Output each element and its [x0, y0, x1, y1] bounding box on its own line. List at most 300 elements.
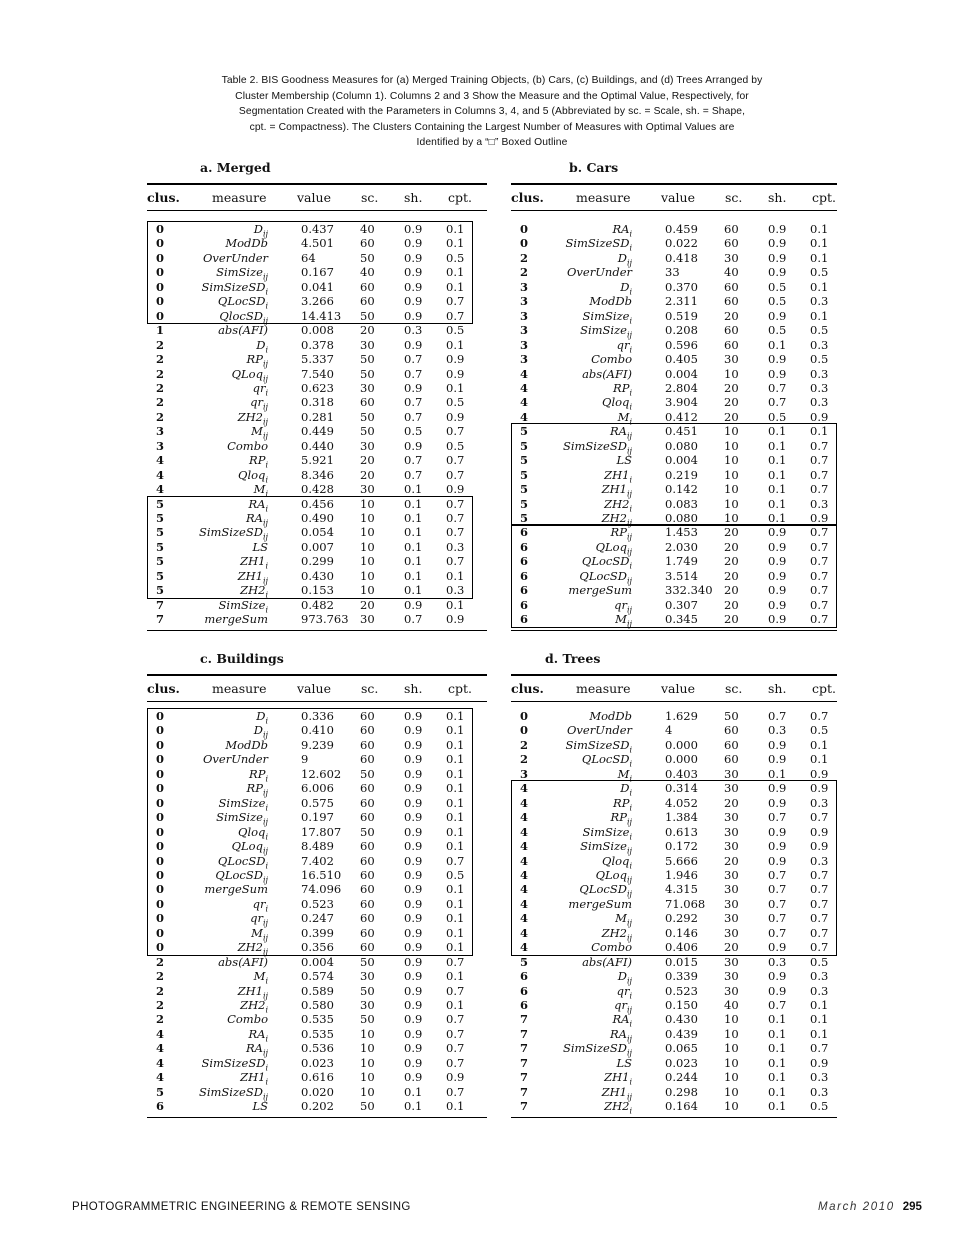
cell-cluster: 4 — [520, 925, 529, 940]
cell-value: 0.378 — [301, 337, 334, 352]
cell-shape: 0.1 — [404, 1099, 423, 1114]
table-row — [147, 1099, 473, 1113]
table-row — [511, 737, 837, 755]
cell-scale: 30 — [724, 352, 739, 367]
cell-measure: $ZH2_{ij}$ — [601, 925, 632, 943]
cell-measure: mergeSum — [204, 612, 268, 627]
cell-value: 0.410 — [301, 723, 334, 738]
cell-shape: 0.9 — [404, 983, 423, 998]
table-row — [511, 338, 837, 352]
cell-compactness: 0.1 — [810, 279, 829, 294]
cell-shape: 0.1 — [768, 424, 787, 439]
cell-cluster: 4 — [520, 940, 529, 955]
table-row — [511, 250, 837, 268]
cell-value: 0.339 — [665, 969, 698, 984]
table-row — [511, 279, 837, 297]
column-header-cpt: cpt. — [812, 681, 836, 696]
cell-shape: 0.9 — [768, 236, 787, 251]
cell-scale: 60 — [360, 236, 375, 251]
cell-value: 0.459 — [665, 222, 698, 236]
cell-cluster: 3 — [520, 766, 529, 781]
cell-value: 9 — [301, 752, 309, 767]
column-header-sc: sc. — [361, 681, 379, 696]
table-row — [147, 998, 473, 1015]
cell-measure: $ZH1_{ij}$ — [601, 1084, 632, 1101]
cell-measure: $qr_{ij}$ — [250, 911, 268, 928]
cell-measure: $ZH2_i$ — [604, 496, 632, 513]
cell-measure: $RP_i$ — [613, 795, 632, 812]
cell-cluster: 5 — [520, 424, 529, 439]
cell-cluster: 0 — [156, 940, 165, 955]
cell-measure: $RA_i$ — [248, 1026, 268, 1044]
caption-line: Table 2. BIS Goodness Measures for (a) Merged Training Objects, (b) Cars, (c) Buildings, and (d) Trees Arranged by — [221, 75, 763, 86]
cell-cluster: 4 — [156, 453, 165, 468]
cell-measure: $RP_{ij}$ — [610, 810, 632, 827]
cell-shape: 0.1 — [404, 583, 423, 598]
cell-scale: 60 — [724, 737, 739, 752]
cell-shape: 0.9 — [768, 366, 787, 381]
cell-scale: 60 — [360, 279, 375, 294]
cell-scale: 10 — [724, 1070, 739, 1085]
table-row — [511, 294, 837, 308]
cell-measure: SimSizeSD$_{ij}$ — [198, 525, 268, 542]
cell-shape: 0.9 — [768, 265, 787, 280]
cell-compactness: 0.9 — [446, 366, 465, 381]
subtable-merged — [147, 160, 473, 635]
cell-compactness: 0.7 — [446, 496, 465, 511]
cell-compactness: 0.3 — [810, 337, 829, 352]
cell-value: 0.314 — [665, 781, 698, 796]
cell-measure: SimSize$_i$ — [218, 795, 268, 812]
table-row — [147, 424, 473, 441]
cell-value: 0.575 — [301, 795, 334, 810]
cell-compactness: 0.3 — [810, 1070, 829, 1085]
cell-value: 0.613 — [665, 824, 698, 839]
cell-compactness: 0.1 — [810, 236, 829, 251]
cell-scale: 30 — [360, 969, 375, 984]
cell-scale: 10 — [724, 482, 739, 497]
cell-shape: 0.1 — [768, 337, 787, 352]
cell-shape: 0.9 — [404, 222, 423, 236]
cell-value: 7.402 — [301, 853, 334, 868]
cell-cluster: 0 — [156, 853, 165, 868]
cell-shape: 0.9 — [404, 911, 423, 926]
cell-cluster: 2 — [156, 1012, 165, 1027]
cell-measure: Combo — [591, 940, 632, 955]
cell-cluster: 7 — [520, 1041, 529, 1056]
cell-measure: $qr_{ij}$ — [250, 395, 268, 412]
column-header-clus: clus. — [511, 190, 544, 205]
cell-cluster: 2 — [156, 409, 165, 424]
cell-shape: 0.9 — [404, 709, 423, 723]
cell-compactness: 0.1 — [810, 424, 829, 439]
cell-compactness: 0.3 — [810, 366, 829, 381]
cell-scale: 30 — [724, 954, 739, 969]
cell-shape: 0.1 — [768, 467, 787, 482]
cell-shape: 0.1 — [404, 525, 423, 540]
cell-shape: 0.7 — [768, 911, 787, 926]
cell-scale: 30 — [360, 438, 375, 453]
cell-compactness: 0.1 — [446, 925, 465, 940]
cell-shape: 0.1 — [404, 539, 423, 554]
cell-compactness: 0.7 — [446, 1012, 465, 1027]
cell-value: 0.065 — [665, 1041, 698, 1056]
cell-value: 0.023 — [665, 1055, 698, 1070]
cell-cluster: 0 — [156, 308, 165, 323]
column-header-cpt: cpt. — [812, 190, 836, 205]
cell-value: 2.804 — [665, 380, 698, 395]
cell-compactness: 0.5 — [810, 323, 829, 338]
cell-value: 1.629 — [665, 709, 698, 723]
cell-scale: 10 — [360, 583, 375, 598]
cell-compactness: 0.1 — [446, 337, 465, 352]
table-row — [511, 709, 837, 723]
cell-compactness: 0.7 — [810, 453, 829, 468]
cell-scale: 50 — [360, 983, 375, 998]
cell-value: 0.623 — [301, 380, 334, 395]
cell-shape: 0.9 — [404, 752, 423, 767]
cell-compactness: 0.9 — [446, 409, 465, 424]
cell-measure: $ZH1_i$ — [604, 1070, 632, 1087]
cell-value: 0.298 — [665, 1084, 698, 1099]
cell-cluster: 0 — [156, 911, 165, 926]
cell-value: 4.315 — [665, 882, 698, 897]
cell-scale: 50 — [360, 954, 375, 969]
cell-measure: $RP_i$ — [249, 453, 268, 470]
cell-cluster: 2 — [156, 352, 165, 367]
cell-value: 0.418 — [665, 250, 698, 265]
cell-shape: 0.9 — [768, 940, 787, 955]
cell-value: 0.247 — [301, 911, 334, 926]
table-row — [511, 352, 837, 366]
cell-scale: 20 — [724, 380, 739, 395]
rule-bottom — [147, 630, 487, 631]
cell-value: 16.510 — [301, 867, 342, 882]
cell-value: 64 — [301, 250, 316, 265]
cell-compactness: 0.3 — [810, 294, 829, 309]
cell-scale: 30 — [360, 482, 375, 497]
cell-measure: $M_{ij}$ — [615, 911, 632, 928]
cell-value: 2.311 — [665, 294, 698, 309]
cell-scale: 20 — [724, 308, 739, 323]
table-row — [511, 998, 837, 1015]
cell-scale: 50 — [360, 366, 375, 381]
column-header-clus: clus. — [147, 681, 180, 696]
cell-measure: $qr_i$ — [616, 983, 632, 1000]
cell-compactness: 0.7 — [810, 467, 829, 482]
cell-compactness: 0.9 — [446, 352, 465, 367]
cell-compactness: 0.5 — [810, 1099, 829, 1114]
cell-value: 1.749 — [665, 554, 698, 569]
cell-scale: 30 — [724, 867, 739, 882]
cell-measure: $M_i$ — [617, 409, 632, 427]
table-row — [147, 338, 473, 352]
cell-shape: 0.9 — [404, 795, 423, 810]
cell-value: 0.535 — [301, 1026, 334, 1041]
cell-compactness: 0.5 — [446, 438, 465, 453]
table-row — [511, 236, 837, 253]
column-header-clus: clus. — [511, 681, 544, 696]
cell-shape: 0.7 — [768, 395, 787, 410]
cluster-box-outline — [511, 524, 837, 627]
cell-scale: 30 — [724, 969, 739, 984]
table-row — [511, 1041, 837, 1058]
cell-cluster: 2 — [520, 752, 529, 767]
cell-cluster: 0 — [520, 709, 529, 723]
rule-header — [511, 701, 837, 702]
table-row — [511, 984, 837, 998]
cell-value: 3.514 — [665, 568, 698, 583]
cell-scale: 60 — [360, 867, 375, 882]
cell-compactness: 0.7 — [810, 1041, 829, 1056]
cell-measure: $M_{ij}$ — [251, 925, 268, 943]
cell-compactness: 0.7 — [810, 482, 829, 497]
cell-cluster: 2 — [520, 265, 529, 280]
cell-shape: 0.9 — [768, 853, 787, 868]
cell-shape: 0.9 — [768, 781, 787, 796]
cell-cluster: 4 — [520, 795, 529, 810]
cell-cluster: 4 — [520, 896, 529, 911]
cell-scale: 30 — [724, 839, 739, 854]
cell-measure: $RP_i$ — [613, 380, 632, 398]
cell-shape: 0.1 — [768, 1099, 787, 1114]
cell-cluster: 6 — [520, 568, 529, 583]
cell-value: 0.080 — [665, 511, 698, 525]
cell-measure: $RA_{ij}$ — [245, 1041, 268, 1058]
cell-compactness: 0.1 — [446, 824, 465, 839]
table-row — [147, 1026, 473, 1044]
cell-value: 14.413 — [301, 308, 342, 323]
cell-cluster: 0 — [156, 896, 165, 911]
cell-measure: $M_i$ — [253, 482, 268, 499]
cell-scale: 10 — [724, 438, 739, 453]
cell-measure: SimSize$_i$ — [582, 824, 632, 841]
cell-cluster: 5 — [156, 496, 165, 511]
table-row — [511, 395, 837, 412]
cell-cluster: 2 — [520, 250, 529, 265]
cell-shape: 0.5 — [768, 323, 787, 338]
cell-compactness: 0.7 — [810, 438, 829, 453]
cell-shape: 0.9 — [768, 737, 787, 752]
cell-compactness: 0.1 — [446, 810, 465, 825]
cell-scale: 10 — [724, 1041, 739, 1056]
cell-shape: 0.7 — [768, 810, 787, 825]
cell-compactness: 0.1 — [446, 737, 465, 752]
cell-compactness: 0.9 — [810, 839, 829, 854]
cell-measure: abs(AFI) — [582, 954, 632, 969]
cell-scale: 60 — [360, 395, 375, 410]
cell-value: 74.096 — [301, 882, 342, 897]
cell-cluster: 4 — [520, 366, 529, 381]
cell-value: 973.763 — [301, 612, 349, 627]
caption-line: cpt. = Compactness). The Clusters Containing the Largest Number of Measures with Optimal Values are — [249, 121, 735, 133]
cell-shape: 0.9 — [404, 940, 423, 955]
cell-scale: 10 — [724, 467, 739, 482]
cell-scale: 60 — [724, 279, 739, 294]
page-number: 295 — [902, 1201, 922, 1213]
cell-cluster: 5 — [156, 511, 165, 525]
cell-scale: 60 — [360, 737, 375, 752]
table-row — [511, 766, 837, 784]
cell-value: 0.616 — [301, 1070, 334, 1085]
cell-compactness: 0.1 — [810, 1026, 829, 1041]
cell-scale: 10 — [360, 1084, 375, 1099]
cell-cluster: 0 — [520, 236, 529, 251]
cluster-box-outline — [147, 496, 473, 599]
cell-shape: 0.9 — [768, 554, 787, 569]
cell-cluster: 0 — [156, 781, 165, 796]
cell-value: 7.540 — [301, 366, 334, 381]
table-row — [147, 409, 473, 427]
cell-value: 0.318 — [301, 395, 334, 410]
cell-value: 0.208 — [665, 323, 698, 338]
footer-date: March 2010 — [818, 1201, 895, 1213]
cell-shape: 0.9 — [768, 752, 787, 767]
cell-scale: 10 — [724, 1084, 739, 1099]
cell-value: 0.535 — [301, 1012, 334, 1027]
table-row — [511, 323, 837, 340]
cell-scale: 20 — [360, 323, 375, 338]
cell-value: 0.430 — [665, 1012, 698, 1027]
cell-compactness: 0.3 — [810, 853, 829, 868]
cell-compactness: 0.7 — [446, 424, 465, 439]
column-header-measure: measure — [212, 681, 267, 696]
cell-shape: 0.9 — [404, 882, 423, 897]
cell-cluster: 3 — [520, 308, 529, 323]
cell-value: 0.580 — [301, 998, 334, 1012]
column-header-sh: sh. — [768, 190, 787, 205]
rule-bottom — [511, 1117, 837, 1118]
cell-value: 0.004 — [665, 366, 698, 381]
cell-value: 5.921 — [301, 453, 334, 468]
column-header-sh: sh. — [768, 681, 787, 696]
cell-cluster: 3 — [520, 323, 529, 338]
cell-shape: 0.7 — [404, 409, 423, 424]
cell-compactness: 0.9 — [810, 781, 829, 796]
cell-shape: 0.1 — [768, 1041, 787, 1056]
cell-value: 0.519 — [665, 308, 698, 323]
cell-compactness: 0.1 — [446, 969, 465, 984]
cell-cluster: 6 — [520, 583, 529, 598]
cell-value: 2.030 — [665, 539, 698, 554]
cell-measure: $ZH2_i$ — [240, 583, 268, 600]
cell-measure: $D_{ij}$ — [253, 222, 268, 239]
cell-compactness: 0.3 — [810, 795, 829, 810]
cell-scale: 10 — [724, 1099, 739, 1114]
table-row — [511, 955, 837, 969]
table-row — [147, 1041, 473, 1058]
rule-header — [147, 210, 487, 211]
cell-shape: 0.7 — [768, 998, 787, 1012]
cell-value: 0.449 — [301, 424, 334, 439]
cell-scale: 10 — [360, 554, 375, 569]
cell-value: 0.000 — [665, 737, 698, 752]
table-row — [147, 439, 473, 453]
cell-compactness: 0.7 — [446, 954, 465, 969]
cell-cluster: 4 — [520, 839, 529, 854]
cell-scale: 60 — [360, 781, 375, 796]
cell-cluster: 2 — [156, 366, 165, 381]
cell-compactness: 0.1 — [810, 308, 829, 323]
cell-compactness: 0.1 — [446, 896, 465, 911]
cell-measure: ModDb — [225, 236, 268, 251]
cell-compactness: 0.1 — [446, 568, 465, 583]
cell-shape: 0.5 — [768, 409, 787, 424]
cell-measure: $qr_i$ — [616, 337, 632, 354]
cell-cluster: 5 — [156, 568, 165, 583]
cell-shape: 0.9 — [768, 969, 787, 984]
table-row — [147, 1012, 473, 1026]
cell-shape: 0.7 — [404, 366, 423, 381]
cell-value: 0.399 — [301, 925, 334, 940]
cell-cluster: 0 — [156, 222, 165, 236]
cell-shape: 0.9 — [404, 1055, 423, 1070]
cell-scale: 30 — [360, 380, 375, 395]
cell-value: 0.307 — [665, 597, 698, 612]
cell-value: 0.083 — [665, 496, 698, 511]
cell-compactness: 0.7 — [810, 583, 829, 598]
cell-value: 0.153 — [301, 583, 334, 598]
cell-compactness: 0.3 — [810, 496, 829, 511]
cluster-box-outline — [511, 780, 837, 955]
cell-scale: 10 — [360, 568, 375, 583]
cell-value: 0.345 — [665, 612, 698, 627]
cell-value: 0.146 — [665, 925, 698, 940]
cell-value: 0.439 — [665, 1026, 698, 1041]
cell-shape: 0.7 — [768, 896, 787, 911]
cell-scale: 20 — [724, 940, 739, 955]
cell-shape: 0.3 — [768, 723, 787, 738]
cell-value: 332.340 — [665, 583, 713, 598]
cell-measure: OverUnder — [567, 723, 632, 738]
cell-measure: $ZH1_{ij}$ — [601, 482, 632, 499]
cell-scale: 10 — [360, 525, 375, 540]
cell-scale: 30 — [724, 250, 739, 265]
cell-scale: 30 — [724, 766, 739, 781]
cell-scale: 30 — [724, 882, 739, 897]
cell-shape: 0.3 — [404, 323, 423, 338]
cell-cluster: 2 — [156, 983, 165, 998]
cell-compactness: 0.1 — [446, 265, 465, 280]
cell-compactness: 0.5 — [446, 250, 465, 265]
subtable-title: b. Cars — [569, 160, 619, 175]
cell-measure: SimSize$_{ij}$ — [580, 839, 632, 856]
cell-measure: $D_i$ — [620, 781, 632, 798]
cell-value: 0.596 — [665, 337, 698, 352]
table-row — [511, 1056, 837, 1070]
cell-measure: $D_i$ — [256, 709, 268, 726]
cell-compactness: 0.7 — [810, 612, 829, 627]
footer-journal: PHOTOGRAMMETRIC ENGINEERING & REMOTE SENSING — [72, 1201, 411, 1213]
cell-cluster: 7 — [156, 612, 165, 627]
cell-measure: $RA_{ij}$ — [609, 1026, 632, 1044]
cell-scale: 20 — [724, 568, 739, 583]
cell-cluster: 2 — [156, 998, 165, 1012]
cell-cluster: 7 — [520, 1012, 529, 1027]
cell-compactness: 0.1 — [446, 940, 465, 955]
cell-measure: QLocSD$_i$ — [217, 294, 268, 311]
rule-bottom — [511, 630, 837, 631]
cell-value: 17.807 — [301, 824, 342, 839]
cell-scale: 60 — [724, 323, 739, 338]
cell-scale: 60 — [360, 294, 375, 309]
cell-cluster: 5 — [520, 954, 529, 969]
cell-value: 0.041 — [301, 279, 334, 294]
cell-measure: $M_{ij}$ — [251, 424, 268, 441]
cell-cluster: 5 — [520, 453, 529, 468]
cell-compactness: 0.1 — [810, 998, 829, 1012]
caption-line: Cluster Membership (Column 1). Columns 2 and 3 Show the Measure and the Optimal Value, Respectively, for — [235, 90, 749, 102]
